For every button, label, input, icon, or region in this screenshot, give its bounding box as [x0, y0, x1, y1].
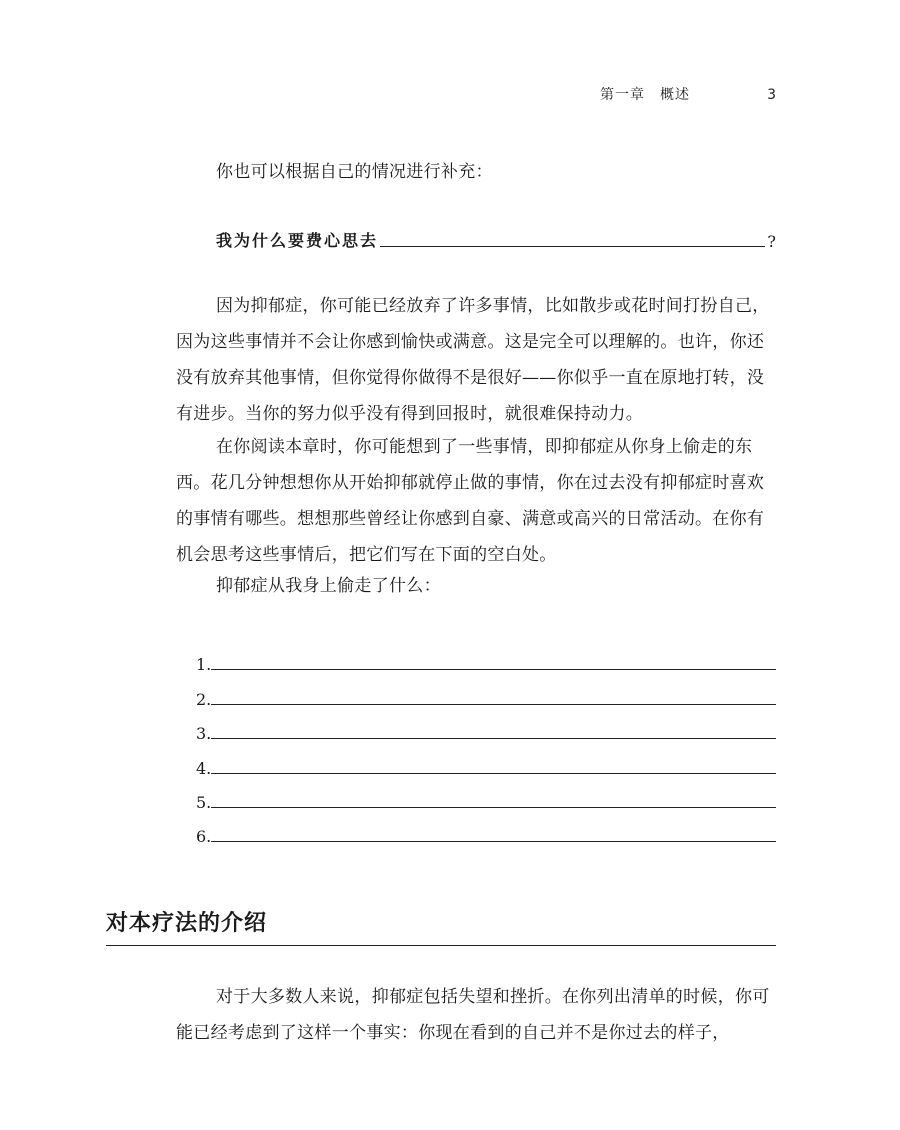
- running-header: [600, 84, 776, 104]
- list-item-blank-line[interactable]: [211, 651, 776, 670]
- list-item: [196, 640, 776, 674]
- body-paragraph-2: 在你阅读本章时，你可能想到了一些事情，即抑郁症从你身上偷走的东西。花几分钟想想你从开始抑郁就停止做的事情，你在过去没有抑郁症时喜欢的事情有哪些。想想那些曾经让你感到自豪、满意或高兴的日常活动。在你有机会思考这些事情后，把它们写在下面的空白处。: [176, 437, 765, 565]
- list-item-number: 4.: [196, 758, 212, 778]
- list-item: [196, 743, 776, 777]
- list-item: [196, 778, 776, 812]
- prompt-blank-line[interactable]: [380, 226, 765, 247]
- prompt-question-mark: ?: [767, 232, 776, 251]
- page-number: 3: [767, 87, 776, 103]
- list-item-number: 5.: [196, 792, 212, 812]
- list-item-number: 1.: [196, 655, 212, 675]
- list-prompt: 抑郁症从我身上偷走了什么：: [216, 576, 441, 596]
- list-item-blank-line[interactable]: [211, 755, 776, 774]
- list-item-blank-line[interactable]: [211, 789, 776, 808]
- prompt-fill-in: [216, 226, 776, 251]
- body-paragraph-1: 因为抑郁症，你可能已经放弃了许多事情，比如散步或花时间打扮自己，因为这些事情并不会让你感到愉快或满意。这是完全可以理解的。也许，你还没有放弃其他事情，但你觉得你做得不是很好——你似乎一直在原地打转，没有进步。当你的努力似乎没有得到回报时，就很难保持动力。: [176, 296, 770, 424]
- intro-line: 你也可以根据自己的情况进行补充：: [216, 162, 493, 182]
- list-item-blank-line[interactable]: [211, 686, 776, 705]
- prompt-label: 我为什么要费心思去: [216, 231, 379, 250]
- list-item-number: 2.: [196, 689, 212, 709]
- list-item: [196, 674, 776, 708]
- section-heading: 对本疗法的介绍: [106, 906, 776, 946]
- list-item: [196, 709, 776, 743]
- body-paragraph-3: 对于大多数人来说，抑郁症包括失望和挫折。在你列出清单的时候，你可能已经考虑到了这样一个事实：你现在看到的自己并不是你过去的样子，: [176, 987, 770, 1043]
- list-item: [196, 812, 776, 846]
- list-item-blank-line[interactable]: [211, 823, 776, 842]
- list-item-blank-line[interactable]: [211, 720, 776, 739]
- stolen-things-list: [196, 640, 776, 846]
- chapter-title: 第一章 概述: [600, 87, 690, 103]
- list-item-number: 3.: [196, 724, 212, 744]
- list-item-number: 6.: [196, 827, 212, 847]
